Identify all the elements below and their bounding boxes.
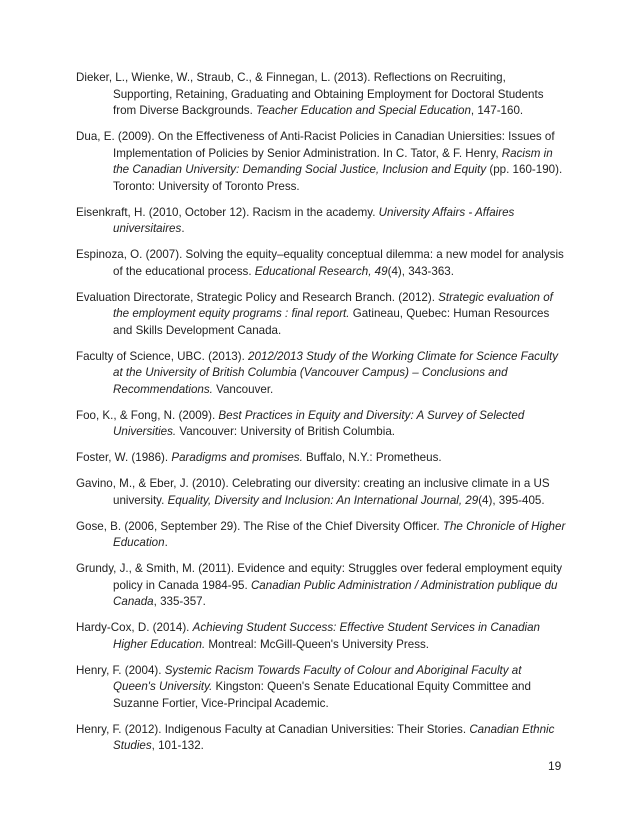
reference-entry [76, 290, 566, 340]
reference-entry [76, 129, 566, 195]
reference-text: Grundy, J., & Smith, M. (2011). Evidence and equity: Struggles over federal employment equity policy in Canada 1984-95. [76, 562, 563, 592]
reference-entry [76, 561, 566, 611]
reference-text: Vancouver: University of British Columbia. [176, 425, 396, 438]
reference-text: . [181, 222, 185, 235]
reference-italic-text: Strategic evaluation of the employment equity programs : final report. [113, 290, 553, 320]
reference-entry [76, 519, 566, 552]
reference-italic-text: Systemic Racism Towards Faculty of Colour and Aboriginal Faculty at Queen's University. [113, 663, 522, 693]
reference-entry [76, 450, 566, 467]
reference-italic-text: Best Practices in Equity and Diversity: A Survey of Selected Universities. [113, 408, 525, 438]
reference-text: Buffalo, N.Y.: Prometheus. [302, 451, 442, 464]
reference-italic-text: Teacher Education and Special Education [256, 104, 471, 117]
reference-italic-text: Educational Research, 49 [254, 264, 388, 278]
reference-text: Foo, K., & Fong, N. (2009). [76, 408, 219, 422]
reference-text: Vancouver. [212, 382, 274, 396]
reference-entry [76, 663, 566, 713]
reference-text: Eisenkraft, H. (2010, October 12). Racism in the academy. [76, 205, 379, 219]
reference-italic-text: Canadian Ethnic Studies [113, 722, 555, 752]
reference-text: Gatineau, Quebec: Human Resources and Skills Development Canada. [113, 307, 550, 337]
reference-italic-text: Equality, Diversity and Inclusion: An International Journal, 29 [167, 493, 479, 507]
reference-entry [76, 205, 566, 238]
reference-text: Evaluation Directorate, Strategic Policy and Research Branch. (2012). [76, 290, 439, 304]
reference-text: Faculty of Science, UBC. (2013). [76, 349, 249, 363]
reference-entry [76, 620, 566, 653]
reference-text: Dieker, L., Wienke, W., Straub, C., & Finnegan, L. (2013). Reflections on Recruiting, Supporting, Retaining, Graduating and Obtaining Employment for Doctoral Students from Diverse Backgrounds. [76, 71, 544, 117]
reference-list [76, 70, 566, 764]
reference-text: (4), 343-363. [387, 264, 454, 278]
reference-entry [76, 70, 566, 120]
reference-entry [76, 408, 566, 441]
reference-text: Hardy-Cox, D. (2014). [76, 621, 193, 634]
reference-text: Henry, F. (2012). Indigenous Faculty at Canadian Universities: Their Stories. [76, 722, 470, 736]
reference-text: , 335-357. [153, 595, 206, 608]
reference-entry [76, 349, 566, 399]
reference-text: (pp. 160-190). Toronto: University of Toronto Press. [113, 163, 563, 193]
reference-text: Kingston: Queen's Senate Educational Equity Committee and Suzanne Fortier, Vice-Principal Academic. [113, 680, 531, 710]
reference-italic-text: 2012/2013 Study of the Working Climate for Science Faculty at the University of British Columbia (Vancouver Campus) – Conclusions and Recommendations. [113, 349, 559, 396]
reference-entry [76, 476, 566, 509]
reference-text: (4), 395-405. [478, 493, 545, 507]
page-number: 19 [548, 759, 562, 773]
reference-text: , 147-160. [470, 104, 524, 117]
reference-entry [76, 722, 566, 755]
reference-text: Gose, B. (2006, September 29). The Rise of the Chief Diversity Officer. [76, 519, 443, 533]
reference-entry [76, 247, 566, 280]
reference-text: Espinoza, O. (2007). Solving the equity–equality conceptual dilemma: a new model for analysis of the educational process. [76, 248, 564, 278]
reference-text: Foster, W. (1986). [76, 451, 172, 464]
reference-text: Montreal: McGill-Queen's University Press. [205, 637, 430, 651]
reference-text: , 101-132. [151, 739, 204, 752]
reference-text: . [164, 536, 168, 549]
reference-italic-text: Canadian Public Administration / Administration publique du Canada [113, 578, 558, 608]
reference-italic-text: Paradigms and promises. [171, 451, 303, 464]
reference-italic-text: The Chronicle of Higher Education [113, 519, 566, 549]
reference-text: Dua, E. (2009). On the Effectiveness of Anti-Racist Policies in Canadian Uniersities: Issues of Implementation of Policies by Senior Administration. In C. Tator, & F. Henry, [76, 130, 555, 160]
reference-text: Gavino, M., & Eber, J. (2010). Celebrating our diversity: creating an inclusive climate in a US university. [76, 477, 550, 507]
reference-italic-text: Achieving Student Success: Effective Student Services in Canadian Higher Education. [113, 621, 540, 651]
reference-italic-text: Racism in the Canadian University: Demanding Social Justice, Inclusion and Equity [113, 146, 553, 176]
reference-italic-text: University Affairs - Affaires universitaires [113, 205, 515, 235]
reference-text: Henry, F. (2004). [76, 663, 165, 677]
